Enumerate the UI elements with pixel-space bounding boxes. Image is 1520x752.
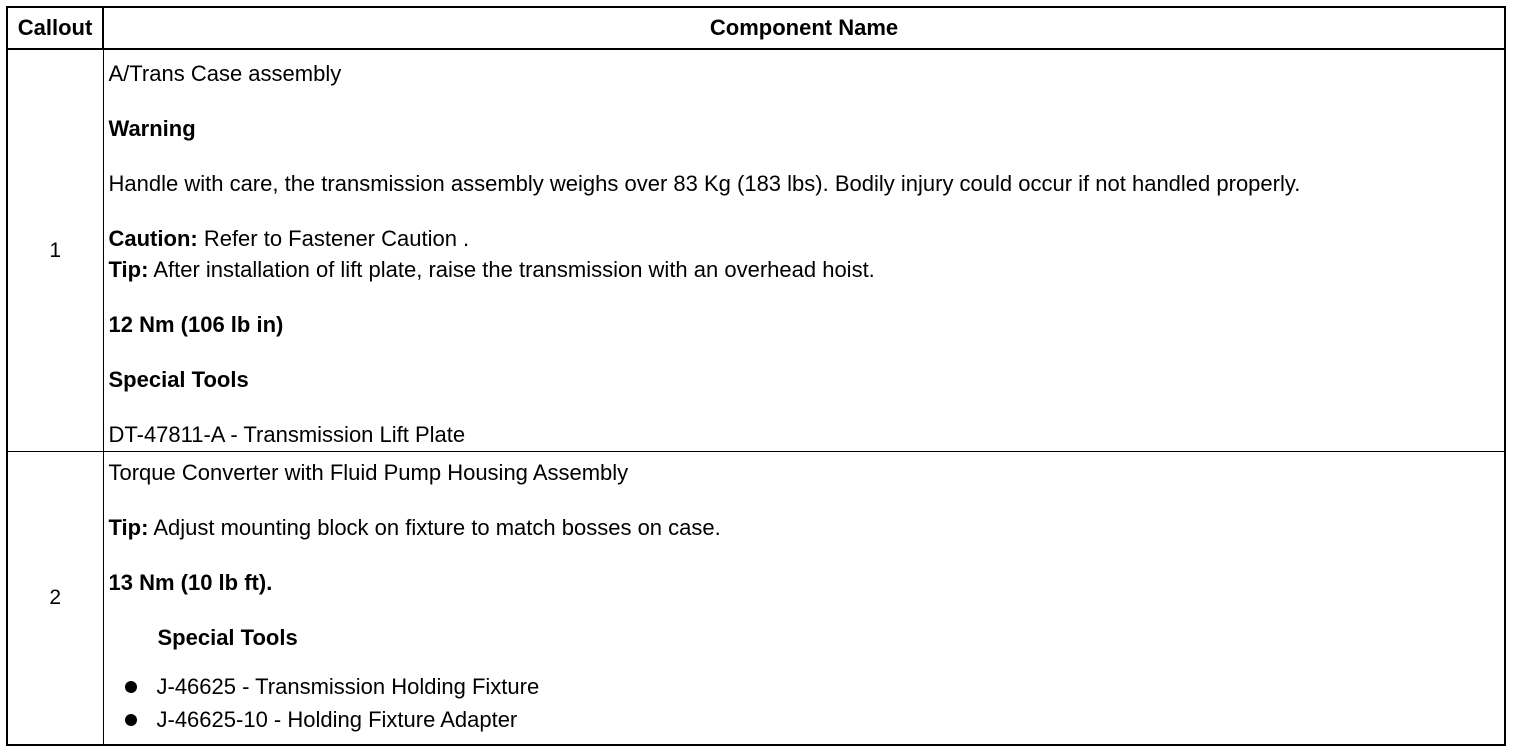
- tip-text: After installation of lift plate, raise the transmission with an overhead hoist.: [148, 257, 875, 282]
- tip-line: [109, 514, 1505, 542]
- tip-text: Adjust mounting block on fixture to match bosses on case.: [148, 515, 721, 540]
- component-name: A/Trans Case assembly: [108, 61, 342, 86]
- bullet-icon: [125, 681, 137, 693]
- table-row: [7, 49, 1505, 452]
- header-row: [7, 7, 1505, 49]
- caution-label: Caution:: [108, 226, 198, 251]
- callout-column-header: Callout: [7, 7, 103, 49]
- special-tools-heading: Special Tools: [157, 625, 298, 650]
- list-item: [125, 670, 1505, 703]
- special-tool-item: J-46625 - Transmission Holding Fixture: [156, 674, 540, 699]
- component-name: Torque Converter with Fluid Pump Housing Assembly: [108, 460, 629, 485]
- torque-spec: 12 Nm (106 lb in): [108, 312, 284, 337]
- component-cell: [103, 452, 1505, 746]
- special-tools-list: [109, 670, 1505, 736]
- tip-label: Tip:: [108, 515, 149, 540]
- component-name-column-header: Component Name: [103, 7, 1505, 49]
- special-tools-heading: Special Tools: [108, 367, 249, 392]
- callout-number: 1: [7, 49, 103, 452]
- table-row: [7, 452, 1505, 746]
- special-tool-item: J-46625-10 - Holding Fixture Adapter: [156, 707, 518, 732]
- list-item: [125, 703, 1505, 736]
- warning-label: Warning: [108, 116, 196, 141]
- component-cell: [103, 49, 1505, 452]
- bullet-icon: [125, 714, 137, 726]
- special-tool-item: DT-47811-A - Transmission Lift Plate: [108, 422, 466, 447]
- warning-text: Handle with care, the transmission assembly weighs over 83 Kg (183 lbs). Bodily injury could occur if not handled properly.: [108, 171, 1301, 196]
- torque-spec: 13 Nm (10 lb ft).: [108, 570, 273, 595]
- caution-text: Refer to Fastener Caution .: [197, 226, 470, 251]
- caution-line: [109, 225, 1505, 253]
- tip-label: Tip:: [108, 257, 149, 282]
- component-table: [6, 6, 1506, 746]
- callout-number: 2: [7, 452, 103, 746]
- tip-line: [109, 256, 1505, 284]
